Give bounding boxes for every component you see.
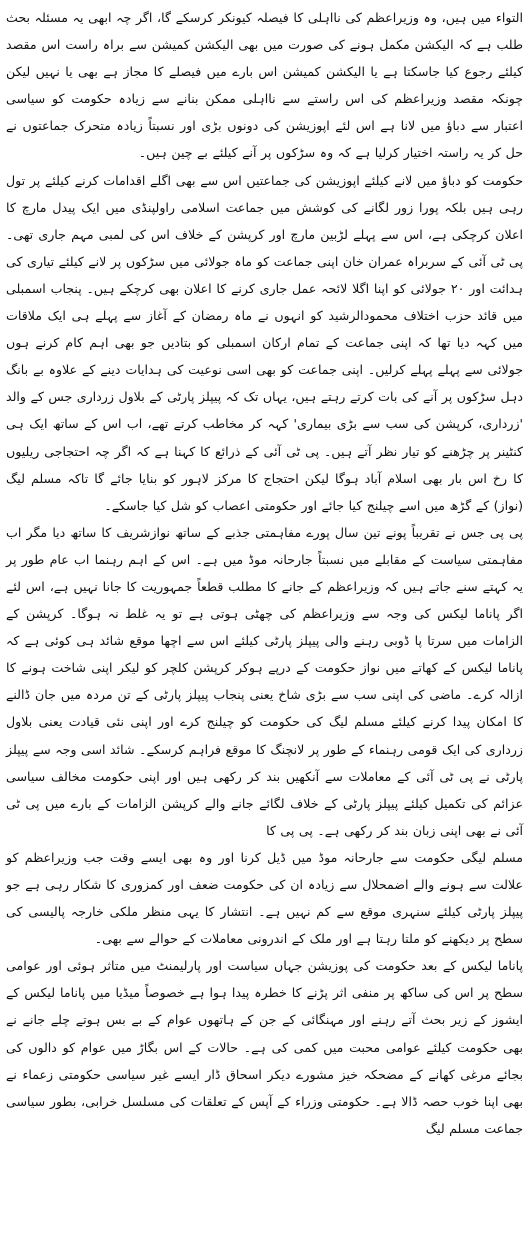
article-paragraph-5: پاناما لیکس کے بعد حکومت کی پوزیشن جہاں سیاست اور پارلیمنٹ میں متاثر ہوئی اور عوامی سطح پر اس کی ساکھ پر منفی اثر پڑنے کا خطرہ پیدا ہوا ہے خصوصاً میڈیا میں پاناما لیکس کے ایشوز کے زیر بحث آتے رہنے اور مہنگائی کے جن کے ہاتھوں عوام کے بے بس ہوتے چلے جانے نے بھی حکومت کیلئے عوامی محبت میں کمی کی ہے۔ حالات کے اس بگاڑ میں عوام کو دالوں کی بجائے مرغی کھانے کے مضحکہ خیز مشورے دیکر اسحاق ڈار ایسے غیر سیاسی حکومتی زعماء نے بھی اپنا خوب حصہ ڈالا ہے۔ حکومتی وزراء کے آپس کے تعلقات کی مسلسل خرابی، بطور سیاسی جماعت مسلم لیگ — [6, 958, 523, 1136]
article-paragraph-1: التواء میں ہیں، وہ وزیراعظم کی نااہلی کا فیصلہ کیونکر کرسکے گا، اگر چہ ابھی یہ مسئلہ بحث طلب ہے کہ الیکشن مکمل ہونے کی صورت میں بھی الیکشن کمیشن سے براہ راست اس مقصد کیلئے رجوع کیا جاسکتا ہے یا الیکشن کمیشن اس بارے میں فیصلے کا مجاز ہے بھی یا نہیں لیکن چونکہ مقصد وزیراعظم کی اس راستے سے نااہلی ممکن بنانے سے زیادہ حکومت کو سیاسی اعتبار سے دباؤ میں لانا ہے اس لئے اپوزیشن کی دونوں بڑی اور نسبتاً زیادہ متحرک جماعتوں نے حل کر یہ راستہ اختیار کرلیا ہے کہ وہ سڑکوں پر آنے کیلئے بے چین ہیں۔ — [6, 10, 523, 161]
article-paragraph-2: حکومت کو دباؤ میں لانے کیلئے اپوزیشن کی جماعتیں اس سے بھی اگلے اقدامات کرنے کیلئے پر تول رہی ہیں بلکہ پورا زور لگانے کی کوشش میں جماعت اسلامی راولپنڈی میں ایک پیدل مارچ کا اعلان کرچکی ہے، اس سے پہلے لڑبین مارچ اور کرپشن کے خلاف اس کی لمبی مہم جاری تھی۔ پی ٹی آئی کے سربراہ عمران خان اپنی جماعت کو ماہ جولائی میں سڑکوں پر لانے کیلئے تیاری کی ہدائت اور ۲۰ جولائی کو اپنا اگلا لائحہ عمل جاری کرنے کا اعلان بھی کرچکے ہیں۔ پنجاب اسمبلی میں قائد حزب اختلاف محمودالرشید کو انہوں نے ماہ رمضان کے آغاز سے پہلے ہی ایک ملاقات میں کہہ دیا تھا کہ اپنی جماعت کے تمام ارکان اسمبلی کو بتادیں جو بھی اہم کام کرنے ہوں جولائی سے پہلے پہلے کرلیں۔ اپنی جماعت کو بھی اسی نوعیت کی ہدایات دینے کے علاوہ بے بانگ دہل سڑکوں پر آنے کی بات کرتے رہتے ہیں، یہاں تک کہ پیپلز پارٹی کے بلاول زرداری جس کے والد 'زرداری، کرپشن کی سب سے بڑی بیماری' کہہ کر مخاطب کرتے تھے، اب اس کے ساتھ ایک ہی کنٹینر پر چڑھنے کو تیار نظر آتے ہیں۔ پی ٹی آئی کے ذرائع کا کہنا ہے کہ اگر چہ احتجاجی ریلیوں کا رخ اس بار بھی اسلام آباد ہوگا لیکن احتجاج کا مرکز لاہور کو بنایا جائے گا تاکہ مسلم لیگ (نواز) کے گڑھ میں اسے چیلنج کیا جائے اور حکومتی اعصاب کو شل کیا جاسکے۔ — [5, 172, 523, 513]
article-paragraph-3: پی پی جس نے تقریباً پونے تین سال پورے مفاہمتی جذبے کے ساتھ نوازشریف کا ساتھ دیا مگر اب مفاہمتی سیاست کے مقابلے میں نسبتاً جارحانہ موڈ میں ہے۔ اس کے اہم رہنما اب عام طور پر یہ کہتے سنے جاتے ہیں کہ وزیراعظم کے جانے کا مطلب قطعاً جمہوریت کا جانا نہیں ہے، اس لئے اگر پاناما لیکس کی وجہ سے وزیراعظم کی چھٹی ہوتی ہے تو یہ غلط نہ ہوگا۔ کرپشن کے الزامات میں سرتا پا ڈوبی رہنے والی پیپلز پارٹی کیلئے اس سے اچھا موقع شائد ہی کوئی ہے کہ پاناما لیکس کے کھاتے میں نواز حکومت کے درپے ہوکر کرپشن کلچر کو لیکر اپنی شاخت ہونے کا ازالہ کرے۔ ماضی کی اپنی سب سے بڑی شاخ یعنی پنجاب پیپلز پارٹی کے تن مردہ میں جان ڈالنے کا امکان پیدا کرنے کیلئے مسلم لیگ کی حکومت کو چیلنج کرے اور اپنی نئی قیادت یعنی بلاول زرداری کی ایک قومی رہنماء کے طور پر لانچنگ کا موقع فراہم کرسکے۔ شائد اسی وجہ سے پیپلز پارٹی نے پی ٹی آئی کے معاملات سے آنکھیں بند کر رکھی ہیں اور اپنی حکومت مخالف سیاسی عزائم کی تکمیل کیلئے پیپلز پارٹی کے خلاف لگائے جانے والے کرپشن الزامات کے بارے میں پی ٹی آئی نے بھی اپنی زبان بند کر رکھی ہے۔ پی پی کا — [6, 524, 523, 838]
article-paragraph-4: مسلم لیگی حکومت سے جارحانہ موڈ میں ڈیل کرنا اور وہ بھی ایسے وقت جب وزیراعظم کو علالت سے ہونے والے اضمحلال سے زیادہ ان کی حکومت ضعف اور کمزوری کا شکار رہی ہے جو پیپلز پارٹی کیلئے سنہری موقع سے کم نہیں ہے۔ انتشار کا یہی منظر ملکی خارجہ پالیسی کی سطح پر دیکھنے کو ملتا رہتا ہے اور ملک کے اندرونی معاملات کے حوالے سے بھی۔ — [6, 849, 523, 947]
